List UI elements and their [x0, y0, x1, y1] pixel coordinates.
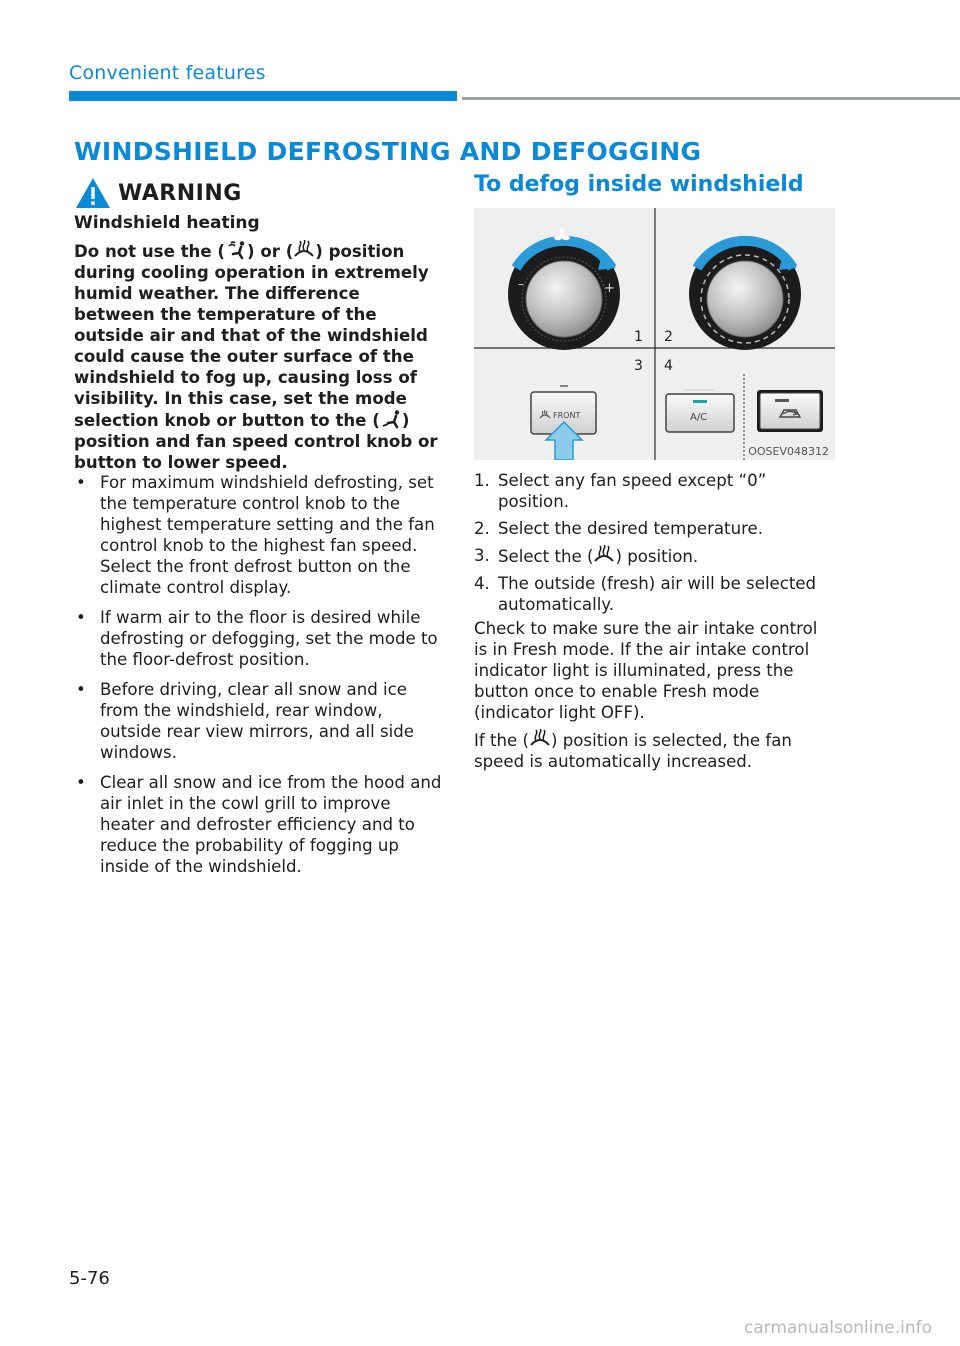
warning-text: Do not use the ( ) or ( ) position during cooling operation in extremely humid weather. The difference between the temperature of the outside air and that of the windshield could cause the outer surface of the windshield to fog up, causing loss of visibility. In this case, set the mode selection knob or button to the ( ) position and fan speed control knob or button to lower speed. — [74, 242, 438, 472]
figure-label-3: 3 — [634, 358, 643, 374]
list-item: • Before driving, clear all snow and ice from the windshield, rear window, outside rear view mirrors, and all side windows. — [74, 679, 444, 763]
list-item: 1. Select any fan speed except “0” position. — [474, 471, 767, 511]
warning-heading — [74, 176, 242, 210]
ac-button[interactable] — [666, 390, 734, 432]
ac-button-label: A/C — [690, 412, 708, 423]
floor-mode-icon — [380, 409, 402, 429]
warning-subtitle: Windshield heating — [74, 213, 260, 233]
list-item: 3. Select the ( ) position. — [474, 546, 699, 566]
fan-speed-paragraph: If the ( ) position is selected, the fan speed is automatically increased. — [474, 731, 792, 771]
list-item: • For maximum windshield defrosting, set the temperature control knob to the highest temperature setting and the fan control knob to the highest fan speed. Select the front defrost button on the climate control display. — [74, 472, 444, 598]
watermark: carmanualsonline.info — [743, 1318, 932, 1338]
floor-defrost-mode-icon — [225, 240, 247, 260]
page-number: 5-76 — [69, 1268, 110, 1289]
knob-plus-label: + — [604, 281, 615, 296]
warning-label: WARNING — [118, 180, 242, 206]
list-item: 4. The outside (fresh) air will be selected automatically. — [474, 574, 817, 614]
temperature-knob[interactable] — [689, 238, 801, 350]
defrost-icon — [293, 240, 315, 260]
list-item: 2. Select the desired temperature. — [474, 519, 764, 538]
list-item: • Clear all snow and ice from the hood and air inlet in the cowl grill to improve heater and defroster efficiency and to reduce the probability of fogging up inside of the windshield. — [74, 772, 444, 877]
defrost-icon — [529, 729, 551, 749]
knob-minus-label: – — [518, 277, 524, 291]
figure-label-4: 4 — [664, 358, 673, 374]
defrost-icon — [593, 545, 615, 565]
figure-label-1: 1 — [634, 329, 643, 345]
defog-steps — [474, 470, 834, 621]
figure-caption: OOSEV048312 — [748, 445, 829, 458]
climate-control-illustration — [474, 208, 835, 460]
list-item: • If warm air to the floor is desired while defrosting or defogging, set the mode to the floor-defrost position. — [74, 607, 444, 670]
header-rule-gray — [462, 97, 960, 100]
front-button-label: FRONT — [553, 411, 581, 420]
fan-speed-knob[interactable] — [508, 228, 620, 350]
warning-triangle-icon — [74, 176, 112, 210]
header-rule-blue — [69, 91, 457, 101]
running-header: Convenient features — [69, 62, 266, 84]
figure-label-2: 2 — [664, 329, 673, 345]
section-title: WINDSHIELD DEFROSTING AND DEFOGGING — [74, 137, 702, 166]
ac-indicator — [693, 400, 707, 403]
tips-list — [74, 472, 444, 886]
defog-title: To defog inside windshield — [474, 172, 804, 197]
climate-control-figure — [474, 208, 835, 460]
fresh-mode-paragraph: Check to make sure the air intake control is in Fresh mode. If the air intake control indicator light is illuminated, press the button once to enable Fresh mode (indicator light OFF). — [474, 619, 818, 722]
air-intake-button[interactable] — [757, 390, 823, 432]
